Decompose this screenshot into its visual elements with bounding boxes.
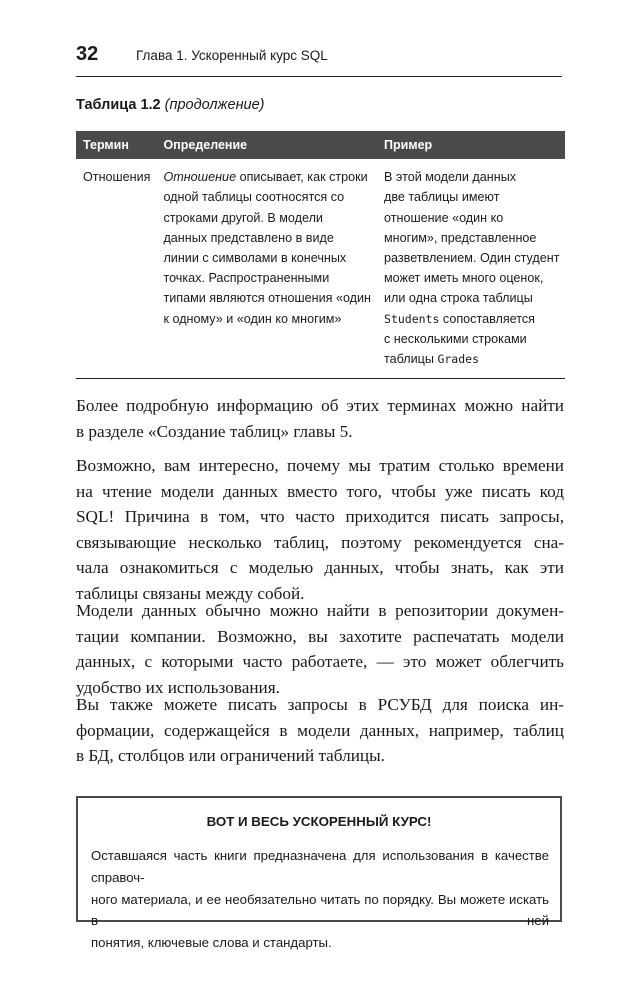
paragraph-line: таблицы связаны между собой. (76, 583, 305, 603)
page-header (76, 40, 562, 77)
note-box-line: понятия, ключевые слова и стандарты. (91, 935, 332, 951)
definition-line: данных представлено в виде (163, 230, 334, 245)
note-box-text (91, 845, 549, 954)
example-line (384, 309, 559, 329)
definition-italic-term: Отношение (163, 170, 237, 185)
paragraph-line: Вы также можете писать запросы в РСУБД для поиска ин- (76, 695, 564, 714)
example-line-prefix: таблицы (384, 352, 438, 367)
paragraph-line: тации компании. Возможно, вы захотите распечатать модели (76, 626, 564, 646)
code-students: Students (384, 311, 440, 326)
table-caption-number: Таблица 1.2 (76, 97, 161, 113)
definition-line: к одному» и «один ко многим» (163, 311, 342, 326)
paragraph-3 (76, 598, 564, 700)
example-line: В этой модели данных (384, 170, 517, 185)
terms-table (76, 131, 565, 379)
cell-term: Отношения (83, 170, 151, 185)
paragraph-4 (76, 692, 564, 769)
example-line: многим», представленное (384, 230, 537, 245)
definition-line: строками другой. В модели (163, 210, 323, 225)
paragraph-line: связывающие несколько таблиц, поэтому рекомендуется сна- (76, 532, 564, 552)
paragraph-line: SQL! Причина в том, что часто приходится писать запросы, (76, 507, 564, 527)
example-line: разветвлением. Один студент (384, 251, 560, 266)
table-row (76, 159, 565, 379)
note-box-title: ВОТ И ВЕСЬ УСКОРЕННЫЙ КУРС! (206, 814, 432, 829)
page-number: 32 (76, 43, 99, 65)
chapter-title: Глава 1. Ускоренный курс SQL (136, 48, 328, 63)
column-header-term: Термин (76, 131, 156, 159)
column-header-definition: Определение (156, 131, 377, 159)
example-line: может иметь много оценок, (384, 271, 544, 286)
paragraph-line: Модели данных обычно можно найти в репозитории докумен- (76, 601, 564, 620)
paragraph-2 (76, 453, 564, 607)
paragraph-line: на чтение модели данных вместо того, чтобы уже писать код (76, 481, 564, 501)
definition-line: линии с символами в конечных (163, 251, 347, 266)
example-line: отношение «один ко (384, 210, 504, 225)
definition-line-rest: описывает, как строки (236, 170, 368, 185)
paragraph-line: в БД, столбцов или ограничений таблицы. (76, 746, 385, 766)
note-box-line: ного материала, и ее необязательно читать по порядку. Вы можете искать в ней (91, 891, 549, 929)
paragraph-line: Возможно, вам интересно, почему мы тратим столько времени (76, 456, 564, 475)
example-line: с несколькими строками (384, 331, 527, 346)
definition-line: точках. Распространенными (163, 271, 330, 286)
paragraph-line: чала ознакомиться с моделью данных, чтобы знать, как эти (76, 558, 564, 578)
cell-definition (156, 159, 377, 379)
paragraph-line: формации, содержащейся в модели данных, например, таблиц (76, 720, 564, 740)
code-grades: Grades (437, 352, 479, 367)
paragraph-line: в разделе «Создание таблиц» главы 5. (76, 421, 353, 441)
table-caption (76, 97, 265, 113)
note-box (76, 796, 562, 951)
example-line-rest: сопоставляется (439, 311, 535, 326)
definition-line: типами являются отношения «один (163, 291, 372, 306)
definition-line (163, 167, 371, 187)
definition-line: одной таблицы соотносятся со (163, 190, 345, 205)
paragraph-line: данных, с которыми часто работаете, — это может облегчить (76, 652, 564, 672)
paragraph-line: удобство их использования. (76, 677, 280, 697)
column-header-example: Пример (377, 131, 565, 159)
paragraph-line: Более подробную информацию об этих терминах можно найти (76, 396, 564, 415)
note-box-line: Оставшаяся часть книги предназначена для использования в качестве справоч- (91, 848, 549, 885)
table-header-row (76, 131, 565, 159)
example-line (384, 349, 559, 369)
cell-example (377, 159, 565, 379)
example-line: две таблицы имеют (384, 190, 500, 205)
paragraph-1 (76, 393, 564, 444)
table-caption-note: (продолжение) (164, 97, 265, 113)
example-line: или одна строка таблицы (384, 291, 533, 306)
